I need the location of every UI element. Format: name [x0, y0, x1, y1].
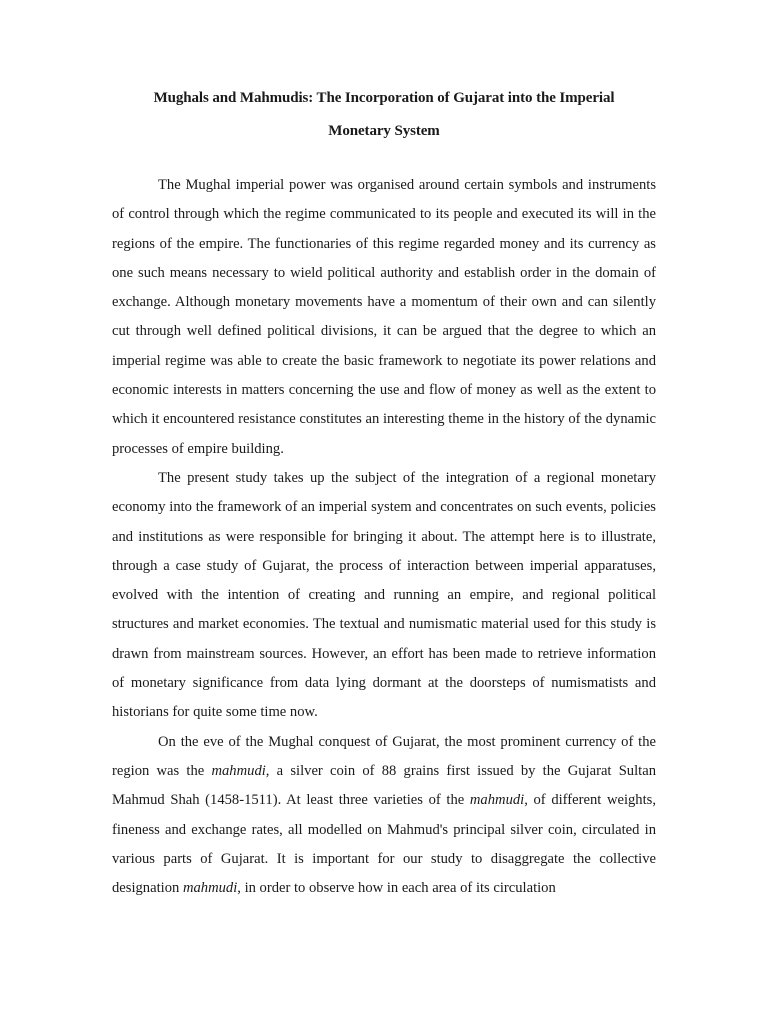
term-mahmudi: mahmudi — [469, 792, 525, 809]
document-page — [112, 82, 656, 903]
term-mahmudi: mahmudi — [182, 880, 238, 897]
paragraph-3 — [112, 728, 656, 904]
paper-body — [112, 171, 656, 903]
paragraph-2: The present study takes up the subject of the integration of a regional monetary economy into the framework of an imperial system and concentrates on such events, policies and institutions as were responsible for bringing it about. The attempt here is to illustrate, through a case study of Gujarat, the process of interaction between imperial apparatuses, evolved with the intention of creating and running an empire, and regional political structures and market economies. The textual and numismatic material used for this study is drawn from mainstream sources. However, an effort has been made to retrieve information of monetary significance from data lying dormant at the doorsteps of numismatists and historians for quite some time now. — [112, 469, 656, 721]
paragraph-3-text-a: On the eve of the Mughal conquest of Gujarat, the most prominent currency of the region was the — [112, 733, 656, 779]
title-line-2: Monetary System — [328, 123, 440, 139]
paper-title — [112, 82, 656, 148]
paragraph-3-text-d: , in order to observe how in each area of its circulation — [237, 880, 556, 897]
paragraph-1: The Mughal imperial power was organised around certain symbols and instruments of control through which the regime communicated to its people and executed its will in the regions of the empire. The functionaries of this regime regarded money and its currency as one such means necessary to wield political authority and establish order in the domain of exchange. Although monetary movements have a momentum of their own and can silently cut through well defined political divisions, it can be argued that the degree to which an imperial regime was able to create the basic framework to negotiate its power relations and economic interests in matters concerning the use and flow of money as well as the extent to which it encountered resistance constitutes an interesting theme in the history of the dynamic processes of empire building. — [112, 177, 656, 457]
paragraph-3-text-c: , of different weights, fineness and exchange rates, all modelled on Mahmud's principal silver coin, circulated in various parts of Gujarat. It is important for our study to disaggregate the collective designation — [112, 792, 656, 897]
paragraph-3-text-b: , a silver coin of 88 grains first issued by the Gujarat Sultan Mahmud Shah (1458-1511). At least three varieties of the — [112, 762, 656, 809]
title-line-1: Mughals and Mahmudis: The Incorporation of Gujarat into the Imperial — [153, 90, 615, 106]
term-mahmudi: mahmudi — [211, 762, 266, 779]
